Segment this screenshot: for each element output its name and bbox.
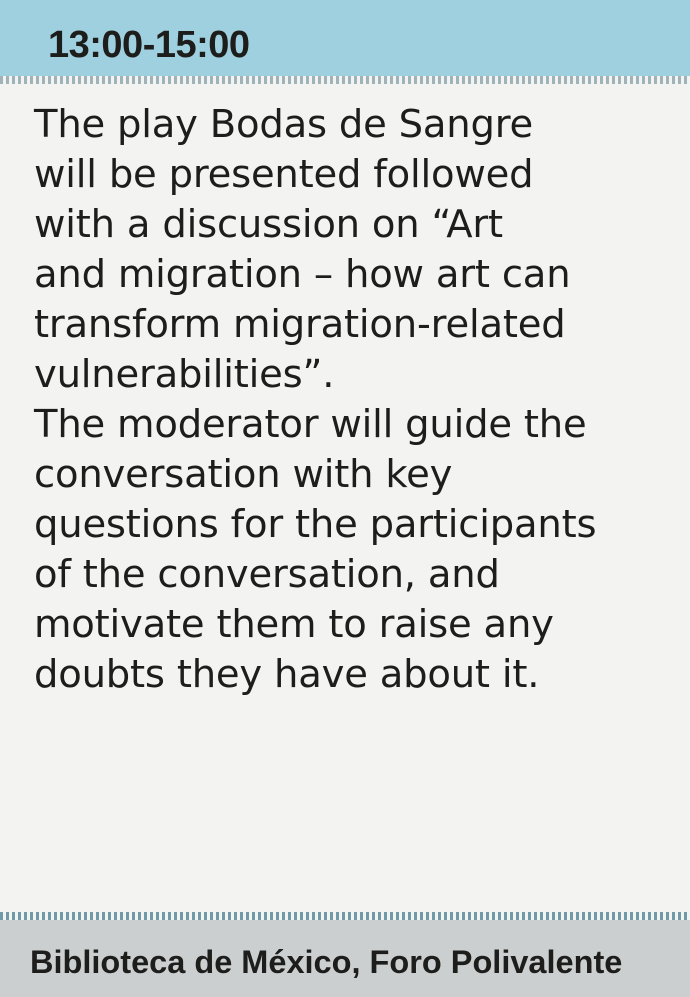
- description-line: will be presented followed: [34, 152, 534, 197]
- dotted-divider-top: [0, 76, 690, 84]
- description-line: motivate them to raise any: [34, 602, 554, 647]
- description-line: of the conversation, and: [34, 552, 500, 597]
- header-bar: [0, 0, 690, 76]
- description-line: questions for the participants: [34, 502, 597, 547]
- description-line: The moderator will guide the: [34, 402, 587, 447]
- description-line: The play Bodas de Sangre: [34, 102, 533, 147]
- dotted-divider-bottom: [0, 912, 690, 920]
- description-line: and migration – how art can: [34, 252, 571, 297]
- description-line: with a discussion on “Art: [34, 202, 503, 247]
- session-time: 13:00-15:00: [48, 24, 250, 66]
- description-line: vulnerabilities”.: [34, 352, 335, 397]
- event-description: [34, 100, 674, 700]
- footer-bar: [0, 920, 690, 997]
- description-line: transform migration-related: [34, 302, 566, 347]
- venue-location: Biblioteca de México, Foro Polivalente: [30, 944, 623, 980]
- description-line: conversation with key: [34, 452, 453, 497]
- description-line: doubts they have about it.: [34, 652, 540, 697]
